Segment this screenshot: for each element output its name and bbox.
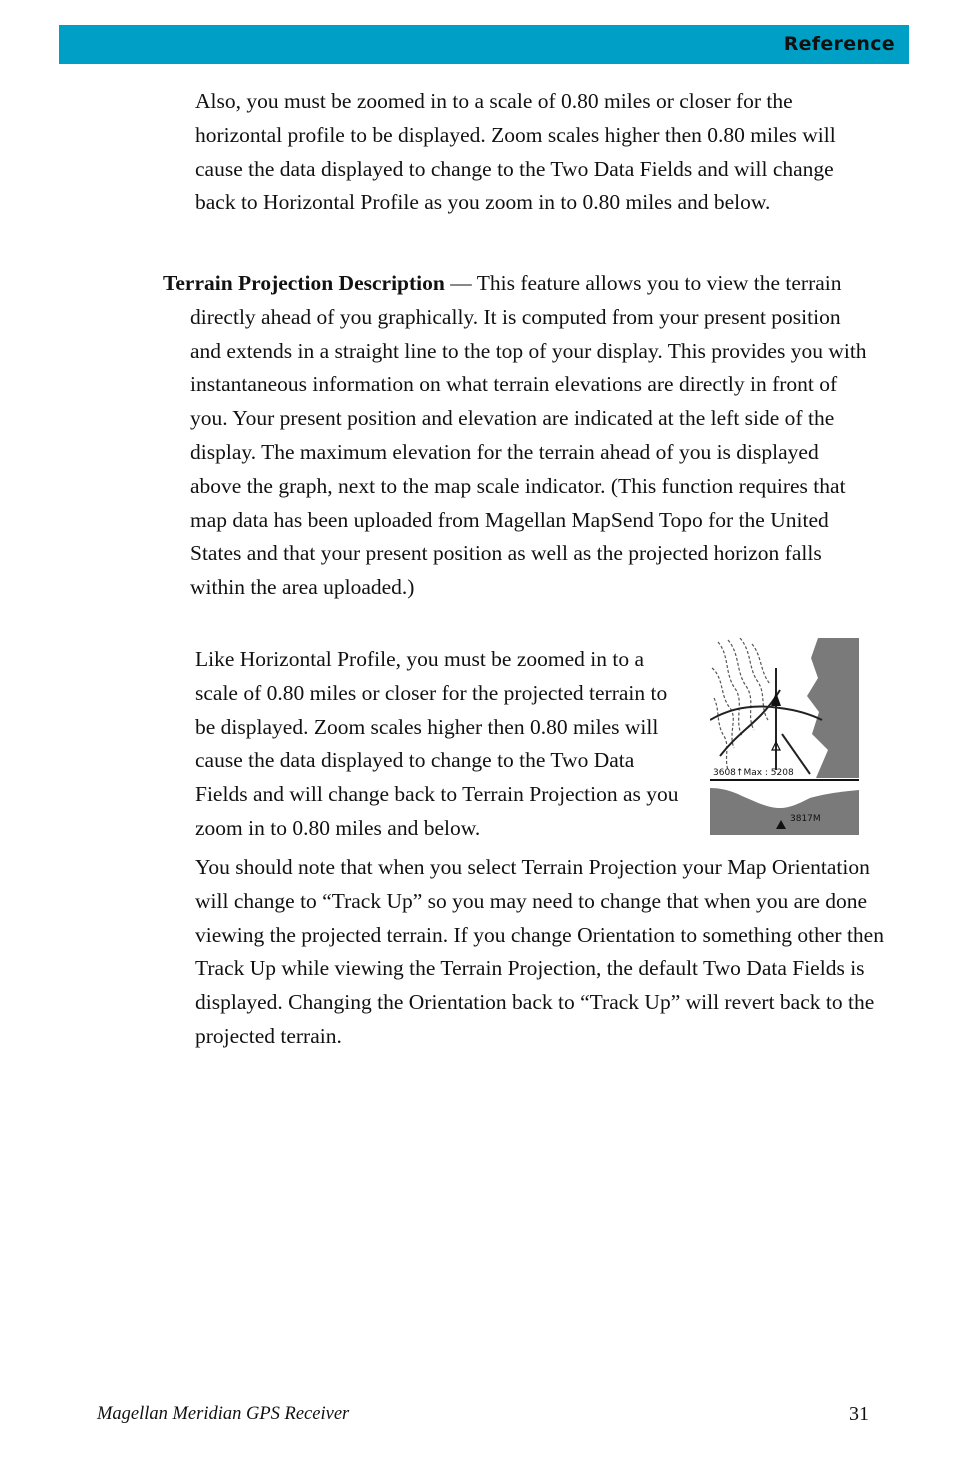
paragraph-terrain-projection-zoom: Like Horizontal Profile, you must be zoomed in to a scale of 0.80 miles or closer for the projected terrain to be displayed. Zoom scales higher then 0.80 miles will cause the data displayed to change to the Two Data Fields and will change back to Terrain Projection as you zoom in to 0.80 miles and below. <box>195 647 679 840</box>
section-header-bar <box>59 25 909 64</box>
page-number: 31 <box>849 1403 869 1425</box>
paragraph-terrain-projection-description <box>163 267 873 605</box>
terrain-projection-map-graphic <box>710 638 859 835</box>
term-heading: Terrain Projection Description <box>163 271 445 295</box>
paragraph-horizontal-profile-zoom: Also, you must be zoomed in to a scale of 0.80 miles or closer for the horizontal profile to be displayed. Zoom scales higher then 0.80 miles will cause the data displayed to change to the Two Data Fields and will change back to Horizontal Profile as you zoom in to 0.80 miles and below. <box>195 89 836 215</box>
elevation-readout: 3817M <box>790 814 821 824</box>
section-label: Reference <box>783 33 895 55</box>
scale-readout: 3608↑Max : 5208 <box>713 768 794 778</box>
terrain-projection-screen-image <box>710 638 859 835</box>
footer-book-title: Magellan Meridian GPS Receiver <box>97 1404 350 1424</box>
term-dash: — <box>444 271 477 295</box>
paragraph-track-up-note: You should note that when you select Terrain Projection your Map Orientation will change to “Track Up” so you may need to change that when you are done viewing the projected terrain. If you change Orientation to something other then Track Up while viewing the Terrain Projection, the default Two Data Fields is displayed. Changing the Orientation back to “Track Up” will revert back to the projected terrain. <box>195 855 884 1048</box>
term-definition: This feature allows you to view the terrain directly ahead of you graphically. It is computed from your present position and extends in a straight line to the top of your display. This provides you with instantaneous information on what terrain elevations are directly in front of you. Your present position and elevation are indicated at the left side of the display. The maximum elevation for the terrain ahead of you is displayed above the graph, next to the map scale indicator. (This function requires that map data has been uploaded from Magellan MapSend Topo for the United States and that your present position as well as the projected horizon falls within the area uploaded.) <box>190 271 867 600</box>
